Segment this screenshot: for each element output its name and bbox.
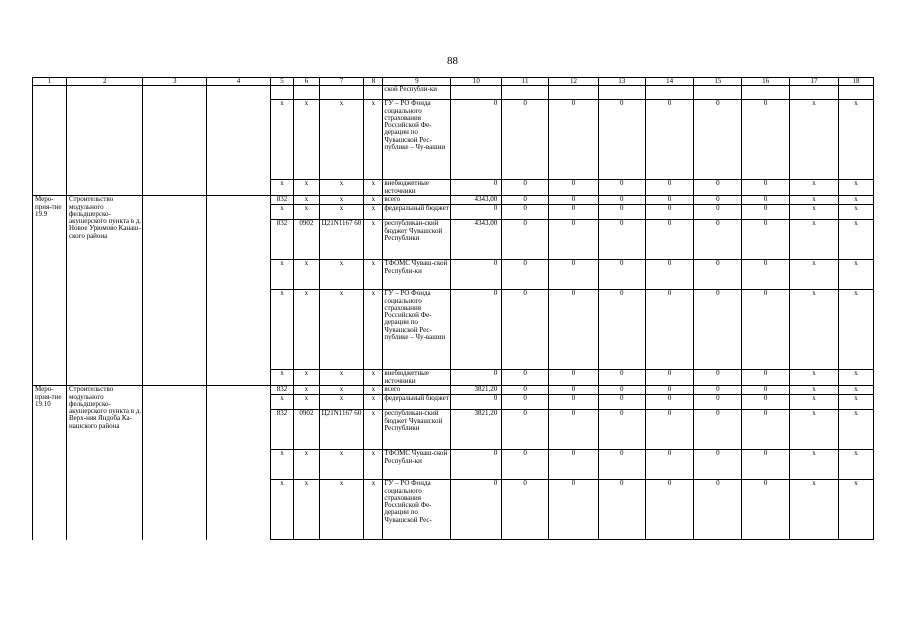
grbs-cell: x	[270, 370, 293, 386]
expense-group-cell: x	[364, 450, 383, 480]
column-header-14: 14	[645, 78, 694, 86]
value-cell-11: 0	[502, 370, 549, 386]
value-cell-14: 0	[645, 395, 694, 410]
value-cell-10	[451, 86, 502, 100]
value-cell-14: 0	[645, 205, 694, 220]
grbs-cell: x	[270, 180, 293, 196]
value-cell-12: 0	[549, 205, 599, 220]
value-cell-11: 0	[502, 260, 549, 290]
section-cell	[294, 86, 319, 100]
expense-group-cell	[364, 86, 383, 100]
value-cell-14: 0	[645, 220, 694, 260]
value-cell-13: 0	[598, 205, 645, 220]
value-cell-11: 0	[502, 480, 549, 540]
value-cell-18: x	[838, 290, 873, 370]
grbs-cell: x	[270, 205, 293, 220]
column-3-cell	[143, 86, 207, 196]
column-header-17: 17	[790, 78, 839, 86]
value-cell-16: 0	[742, 410, 790, 450]
value-cell-14	[645, 86, 694, 100]
column-header-1: 1	[33, 78, 67, 86]
value-cell-15: 0	[694, 205, 742, 220]
grbs-cell: x	[270, 450, 293, 480]
value-cell-16: 0	[742, 290, 790, 370]
grbs-cell: 832	[270, 196, 293, 205]
value-cell-18: x	[838, 480, 873, 540]
column-4-cell	[207, 386, 271, 540]
value-cell-16: 0	[742, 180, 790, 196]
value-cell-13: 0	[598, 480, 645, 540]
section-cell: x	[294, 205, 319, 220]
value-cell-13: 0	[598, 395, 645, 410]
value-cell-18: x	[838, 395, 873, 410]
value-cell-17: x	[790, 196, 839, 205]
value-cell-13: 0	[598, 100, 645, 180]
value-cell-18: x	[838, 180, 873, 196]
value-cell-11: 0	[502, 205, 549, 220]
value-cell-15: 0	[694, 386, 742, 395]
funding-source-cell: ГУ – РО Фонда социального страхования Российской Фе-дерации по Чувашской Рес-публике – Чу-вашии	[383, 100, 451, 180]
value-cell-15: 0	[694, 100, 742, 180]
value-cell-13: 0	[598, 220, 645, 260]
value-cell-18: x	[838, 205, 873, 220]
value-cell-15: 0	[694, 290, 742, 370]
grbs-cell: x	[270, 260, 293, 290]
value-cell-15: 0	[694, 196, 742, 205]
target-article-cell: x	[319, 100, 364, 180]
target-article-cell: x	[319, 370, 364, 386]
value-cell-15: 0	[694, 450, 742, 480]
target-article-cell: x	[319, 395, 364, 410]
value-cell-17: x	[790, 220, 839, 260]
value-cell-16	[742, 86, 790, 100]
value-cell-10: 0	[451, 180, 502, 196]
column-header-5: 5	[270, 78, 293, 86]
section-cell: x	[294, 196, 319, 205]
expense-group-cell: x	[364, 205, 383, 220]
value-cell-13	[598, 86, 645, 100]
column-3-cell	[143, 196, 207, 386]
value-cell-10: 0	[451, 290, 502, 370]
value-cell-15: 0	[694, 220, 742, 260]
value-cell-18: x	[838, 220, 873, 260]
funding-source-cell: всего	[383, 386, 451, 395]
value-cell-12: 0	[549, 290, 599, 370]
value-cell-12: 0	[549, 370, 599, 386]
value-cell-11: 0	[502, 196, 549, 205]
expense-group-cell: x	[364, 395, 383, 410]
value-cell-16: 0	[742, 370, 790, 386]
value-cell-18: x	[838, 410, 873, 450]
funding-source-cell: ГУ – РО Фонда социального страхования Российской Фе-дерации по Чувашской Рес-	[383, 480, 451, 540]
expense-group-cell: x	[364, 196, 383, 205]
value-cell-15: 0	[694, 395, 742, 410]
value-cell-10: 0	[451, 480, 502, 540]
target-article-cell: x	[319, 180, 364, 196]
value-cell-18: x	[838, 196, 873, 205]
value-cell-13: 0	[598, 290, 645, 370]
column-header-10: 10	[451, 78, 502, 86]
target-article-cell: x	[319, 450, 364, 480]
value-cell-12: 0	[549, 450, 599, 480]
section-cell: 0902	[294, 220, 319, 260]
value-cell-14: 0	[645, 370, 694, 386]
value-cell-14: 0	[645, 410, 694, 450]
value-cell-15: 0	[694, 260, 742, 290]
value-cell-17: x	[790, 395, 839, 410]
value-cell-18: x	[838, 450, 873, 480]
event-name-cell	[66, 86, 142, 196]
value-cell-17	[790, 86, 839, 100]
value-cell-16: 0	[742, 450, 790, 480]
table-row	[33, 86, 874, 100]
value-cell-11: 0	[502, 410, 549, 450]
funding-source-cell: федеральный бюджет	[383, 395, 451, 410]
funding-source-cell: республикан-ский бюджет Чувашской Республики	[383, 410, 451, 450]
value-cell-14: 0	[645, 100, 694, 180]
value-cell-14: 0	[645, 480, 694, 540]
value-cell-18: x	[838, 370, 873, 386]
value-cell-11: 0	[502, 180, 549, 196]
section-cell: x	[294, 290, 319, 370]
column-header-11: 11	[502, 78, 549, 86]
section-cell: 0902	[294, 410, 319, 450]
value-cell-11: 0	[502, 450, 549, 480]
value-cell-14: 0	[645, 260, 694, 290]
event-number-cell: Меро-прия-тие 19.9	[33, 196, 67, 386]
section-cell: x	[294, 450, 319, 480]
value-cell-15	[694, 86, 742, 100]
value-cell-11: 0	[502, 290, 549, 370]
value-cell-17: x	[790, 180, 839, 196]
value-cell-18: x	[838, 260, 873, 290]
column-header-15: 15	[694, 78, 742, 86]
value-cell-13: 0	[598, 180, 645, 196]
column-header-6: 6	[294, 78, 319, 86]
value-cell-14: 0	[645, 290, 694, 370]
target-article-cell: x	[319, 205, 364, 220]
funding-source-cell: внебюджетные источники	[383, 370, 451, 386]
grbs-cell: 832	[270, 410, 293, 450]
value-cell-17: x	[790, 410, 839, 450]
value-cell-16: 0	[742, 196, 790, 205]
value-cell-10: 0	[451, 370, 502, 386]
value-cell-14: 0	[645, 450, 694, 480]
value-cell-12: 0	[549, 410, 599, 450]
target-article-cell: x	[319, 260, 364, 290]
expense-group-cell: x	[364, 386, 383, 395]
funding-source-cell: всего	[383, 196, 451, 205]
value-cell-17: x	[790, 260, 839, 290]
value-cell-11: 0	[502, 395, 549, 410]
value-cell-12: 0	[549, 395, 599, 410]
funding-source-cell: федеральный бюджет	[383, 205, 451, 220]
value-cell-12: 0	[549, 220, 599, 260]
target-article-cell: x	[319, 480, 364, 540]
value-cell-10: 0	[451, 395, 502, 410]
event-name-cell: Строительство модульного фельдшерско-акушерского пункта в д. Верх-няя Яндоба Ка-нашского района	[66, 386, 142, 540]
value-cell-13: 0	[598, 260, 645, 290]
funding-source-cell: ской Республи-ки	[383, 86, 451, 100]
value-cell-18	[838, 86, 873, 100]
funding-source-cell: ТФОМС Чуваш-ской Республи-ки	[383, 260, 451, 290]
column-header-13: 13	[598, 78, 645, 86]
target-article-cell	[319, 86, 364, 100]
value-cell-16: 0	[742, 386, 790, 395]
section-cell: x	[294, 395, 319, 410]
funding-source-cell: ГУ – РО Фонда социального страхования Российской Фе-дерации по Чувашской Рес-публике – Чу-вашии	[383, 290, 451, 370]
expense-group-cell: x	[364, 410, 383, 450]
target-article-cell: x	[319, 290, 364, 370]
target-article-cell: x	[319, 196, 364, 205]
value-cell-12: 0	[549, 100, 599, 180]
expense-group-cell: x	[364, 260, 383, 290]
value-cell-15: 0	[694, 480, 742, 540]
value-cell-13: 0	[598, 370, 645, 386]
column-4-cell	[207, 86, 271, 196]
value-cell-17: x	[790, 290, 839, 370]
value-cell-15: 0	[694, 410, 742, 450]
value-cell-16: 0	[742, 395, 790, 410]
column-header-4: 4	[207, 78, 271, 86]
target-article-cell: x	[319, 386, 364, 395]
value-cell-10: 4343,00	[451, 220, 502, 260]
value-cell-16: 0	[742, 205, 790, 220]
expense-group-cell: x	[364, 220, 383, 260]
value-cell-12: 0	[549, 480, 599, 540]
column-3-cell	[143, 386, 207, 540]
value-cell-12: 0	[549, 196, 599, 205]
value-cell-17: x	[790, 386, 839, 395]
value-cell-10: 0	[451, 100, 502, 180]
column-header-18: 18	[838, 78, 873, 86]
value-cell-13: 0	[598, 386, 645, 395]
grbs-cell: 832	[270, 386, 293, 395]
section-cell: x	[294, 480, 319, 540]
column-header-12: 12	[549, 78, 599, 86]
value-cell-11: 0	[502, 220, 549, 260]
value-cell-10: 3821,20	[451, 410, 502, 450]
expense-group-cell: x	[364, 290, 383, 370]
value-cell-15: 0	[694, 180, 742, 196]
section-cell: x	[294, 260, 319, 290]
expense-group-cell: x	[364, 370, 383, 386]
table-row	[33, 386, 874, 395]
value-cell-17: x	[790, 370, 839, 386]
section-cell: x	[294, 370, 319, 386]
value-cell-13: 0	[598, 450, 645, 480]
event-name-cell: Строительство модульного фельдшерско-акушерского пункта в д. Новое Урюмово Канаш-ского района	[66, 196, 142, 386]
value-cell-11: 0	[502, 386, 549, 395]
column-header-3: 3	[143, 78, 207, 86]
value-cell-18: x	[838, 100, 873, 180]
value-cell-14: 0	[645, 196, 694, 205]
budget-table	[32, 77, 874, 540]
column-header-2: 2	[66, 78, 142, 86]
grbs-cell: x	[270, 395, 293, 410]
section-cell: x	[294, 100, 319, 180]
expense-group-cell: x	[364, 180, 383, 196]
value-cell-16: 0	[742, 260, 790, 290]
value-cell-10: 0	[451, 205, 502, 220]
expense-group-cell: x	[364, 480, 383, 540]
value-cell-11	[502, 86, 549, 100]
value-cell-12: 0	[549, 386, 599, 395]
event-number-cell	[33, 86, 67, 196]
funding-source-cell: ТФОМС Чуваш-ской Республи-ки	[383, 450, 451, 480]
target-article-cell: Ц21N1167 60	[319, 410, 364, 450]
column-header-16: 16	[742, 78, 790, 86]
value-cell-12: 0	[549, 180, 599, 196]
funding-source-cell: внебюджетные источники	[383, 180, 451, 196]
header-row	[33, 78, 874, 86]
value-cell-14: 0	[645, 386, 694, 395]
value-cell-14: 0	[645, 180, 694, 196]
target-article-cell: Ц21N1167 60	[319, 220, 364, 260]
value-cell-10: 3821,20	[451, 386, 502, 395]
value-cell-17: x	[790, 480, 839, 540]
value-cell-10: 0	[451, 260, 502, 290]
funding-source-cell: республикан-ский бюджет Чувашской Республики	[383, 220, 451, 260]
value-cell-12	[549, 86, 599, 100]
grbs-cell: x	[270, 100, 293, 180]
value-cell-18: x	[838, 386, 873, 395]
value-cell-16: 0	[742, 100, 790, 180]
value-cell-17: x	[790, 450, 839, 480]
value-cell-12: 0	[549, 260, 599, 290]
column-header-7: 7	[319, 78, 364, 86]
value-cell-16: 0	[742, 480, 790, 540]
column-header-9: 9	[383, 78, 451, 86]
grbs-cell: x	[270, 480, 293, 540]
column-4-cell	[207, 196, 271, 386]
grbs-cell: x	[270, 290, 293, 370]
value-cell-10: 4343,00	[451, 196, 502, 205]
value-cell-13: 0	[598, 196, 645, 205]
value-cell-15: 0	[694, 370, 742, 386]
value-cell-10: 0	[451, 450, 502, 480]
section-cell: x	[294, 386, 319, 395]
grbs-cell: 832	[270, 220, 293, 260]
table-row	[33, 196, 874, 205]
value-cell-11: 0	[502, 100, 549, 180]
section-cell: x	[294, 180, 319, 196]
column-header-8: 8	[364, 78, 383, 86]
value-cell-17: x	[790, 205, 839, 220]
expense-group-cell: x	[364, 100, 383, 180]
grbs-cell	[270, 86, 293, 100]
event-number-cell: Меро-прия-тие 19.10	[33, 386, 67, 540]
value-cell-16: 0	[742, 220, 790, 260]
value-cell-13: 0	[598, 410, 645, 450]
page-number: 88	[447, 55, 458, 67]
value-cell-17: x	[790, 100, 839, 180]
